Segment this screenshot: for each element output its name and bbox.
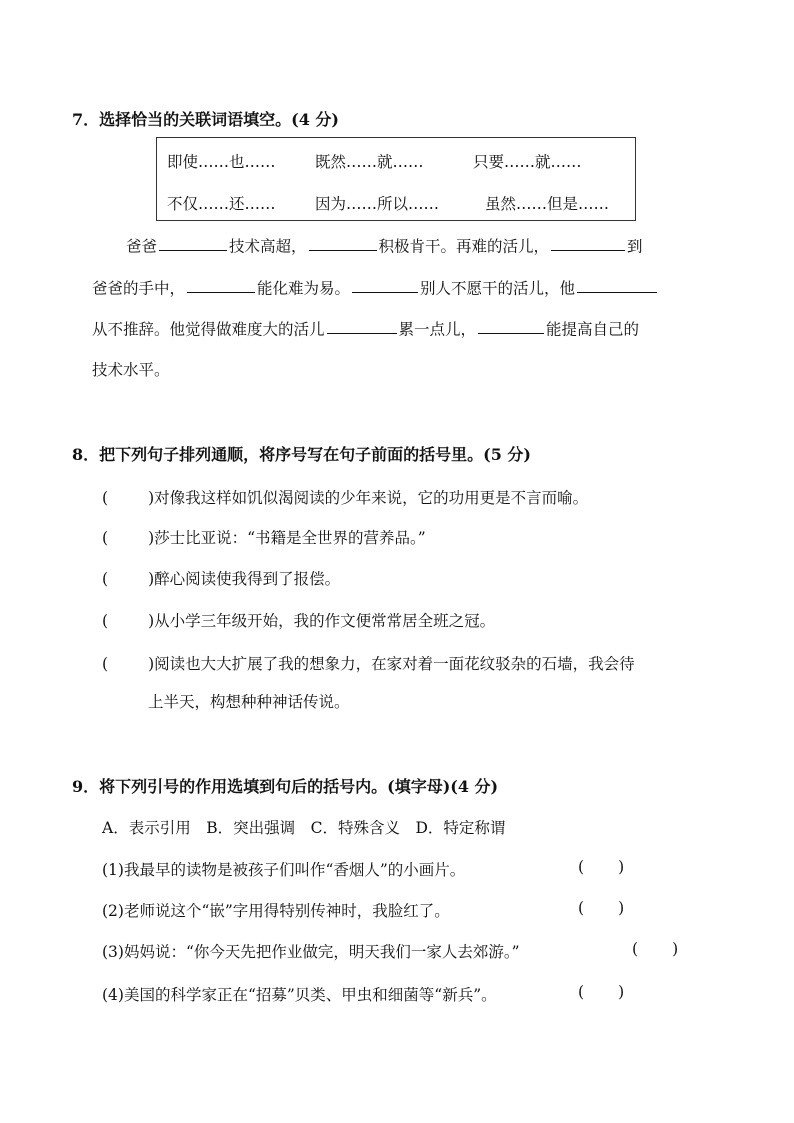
fill-blank-3[interactable] <box>551 234 625 251</box>
fill-blank-4[interactable] <box>187 276 255 293</box>
q9-heading: 9．将下列引号的作用选填到句后的括号内。(填字母)(4 分) <box>72 777 499 796</box>
q8-item-2: ( )莎士比亚说：“书籍是全世界的营养品。” <box>102 529 426 547</box>
q8-item-3: ( )醉心阅读使我得到了报偿。 <box>102 570 341 588</box>
q7-heading: 7．选择恰当的关联词语填空。(4 分) <box>72 110 339 129</box>
q9-item-3: (3)妈妈说：“你今天先把作业做完，明天我们一家人去郊游。” <box>102 943 520 961</box>
q8-heading: 8．把下列句子排列通顺，将序号写在句子前面的括号里。(5 分) <box>72 445 531 464</box>
q7-passage-line-3: 从不推辞。他觉得做难度大的活儿 累一点儿， 能提高自己的 <box>92 317 639 339</box>
option-5: 因为……所以…… <box>315 195 440 213</box>
q8-item-5: ( )阅读也大大扩展了我的想象力，在家对着一面花纹驳杂的石墙，我会待 <box>102 655 635 673</box>
q9-answer-paren-4[interactable]: ( ) <box>578 983 625 1001</box>
fill-blank-2[interactable] <box>309 234 377 251</box>
q7-passage-line-2: 爸爸的手中， 能化难为易。 别人不愿干的活儿，他 <box>92 276 659 298</box>
option-3: 只要……就…… <box>473 153 582 171</box>
fill-blank-5[interactable] <box>352 276 418 293</box>
q9-choices: A．表示引用 B．突出强调 C．特殊含义 D．特定称谓 <box>102 819 506 837</box>
option-2: 既然……就…… <box>315 153 424 171</box>
q9-answer-paren-3[interactable]: ( ) <box>632 940 679 958</box>
q9-item-2: (2)老师说这个“嵌”字用得特别传神时，我脸红了。 <box>102 902 450 920</box>
q7-passage-line-1: 爸爸 技术高超， 积极肯干。再难的活儿， 到 <box>126 234 643 256</box>
option-1: 即使……也…… <box>167 153 276 171</box>
conjunction-options-box <box>156 137 636 221</box>
option-4: 不仅……还…… <box>167 195 276 213</box>
q8-item-4: ( )从小学三年级开始，我的作文便常常居全班之冠。 <box>102 612 496 630</box>
q8-item-5-continued: 上半天，构想种种神话传说。 <box>148 693 350 711</box>
q9-answer-paren-1[interactable]: ( ) <box>578 858 625 876</box>
q7-passage-line-4: 技术水平。 <box>92 361 170 379</box>
q9-item-1: (1)我最早的读物是被孩子们叫作“香烟人”的小画片。 <box>102 861 466 879</box>
option-6: 虽然……但是…… <box>485 195 610 213</box>
q9-answer-paren-2[interactable]: ( ) <box>578 899 625 917</box>
fill-blank-6[interactable] <box>577 276 657 293</box>
q8-item-1: ( )对像我这样如饥似渴阅读的少年来说，它的功用更是不言而喻。 <box>102 489 589 507</box>
fill-blank-1[interactable] <box>159 234 227 251</box>
fill-blank-8[interactable] <box>478 317 544 334</box>
fill-blank-7[interactable] <box>327 317 397 334</box>
q9-item-4: (4)美国的科学家正在“招募”贝类、甲虫和细菌等“新兵”。 <box>102 986 497 1004</box>
